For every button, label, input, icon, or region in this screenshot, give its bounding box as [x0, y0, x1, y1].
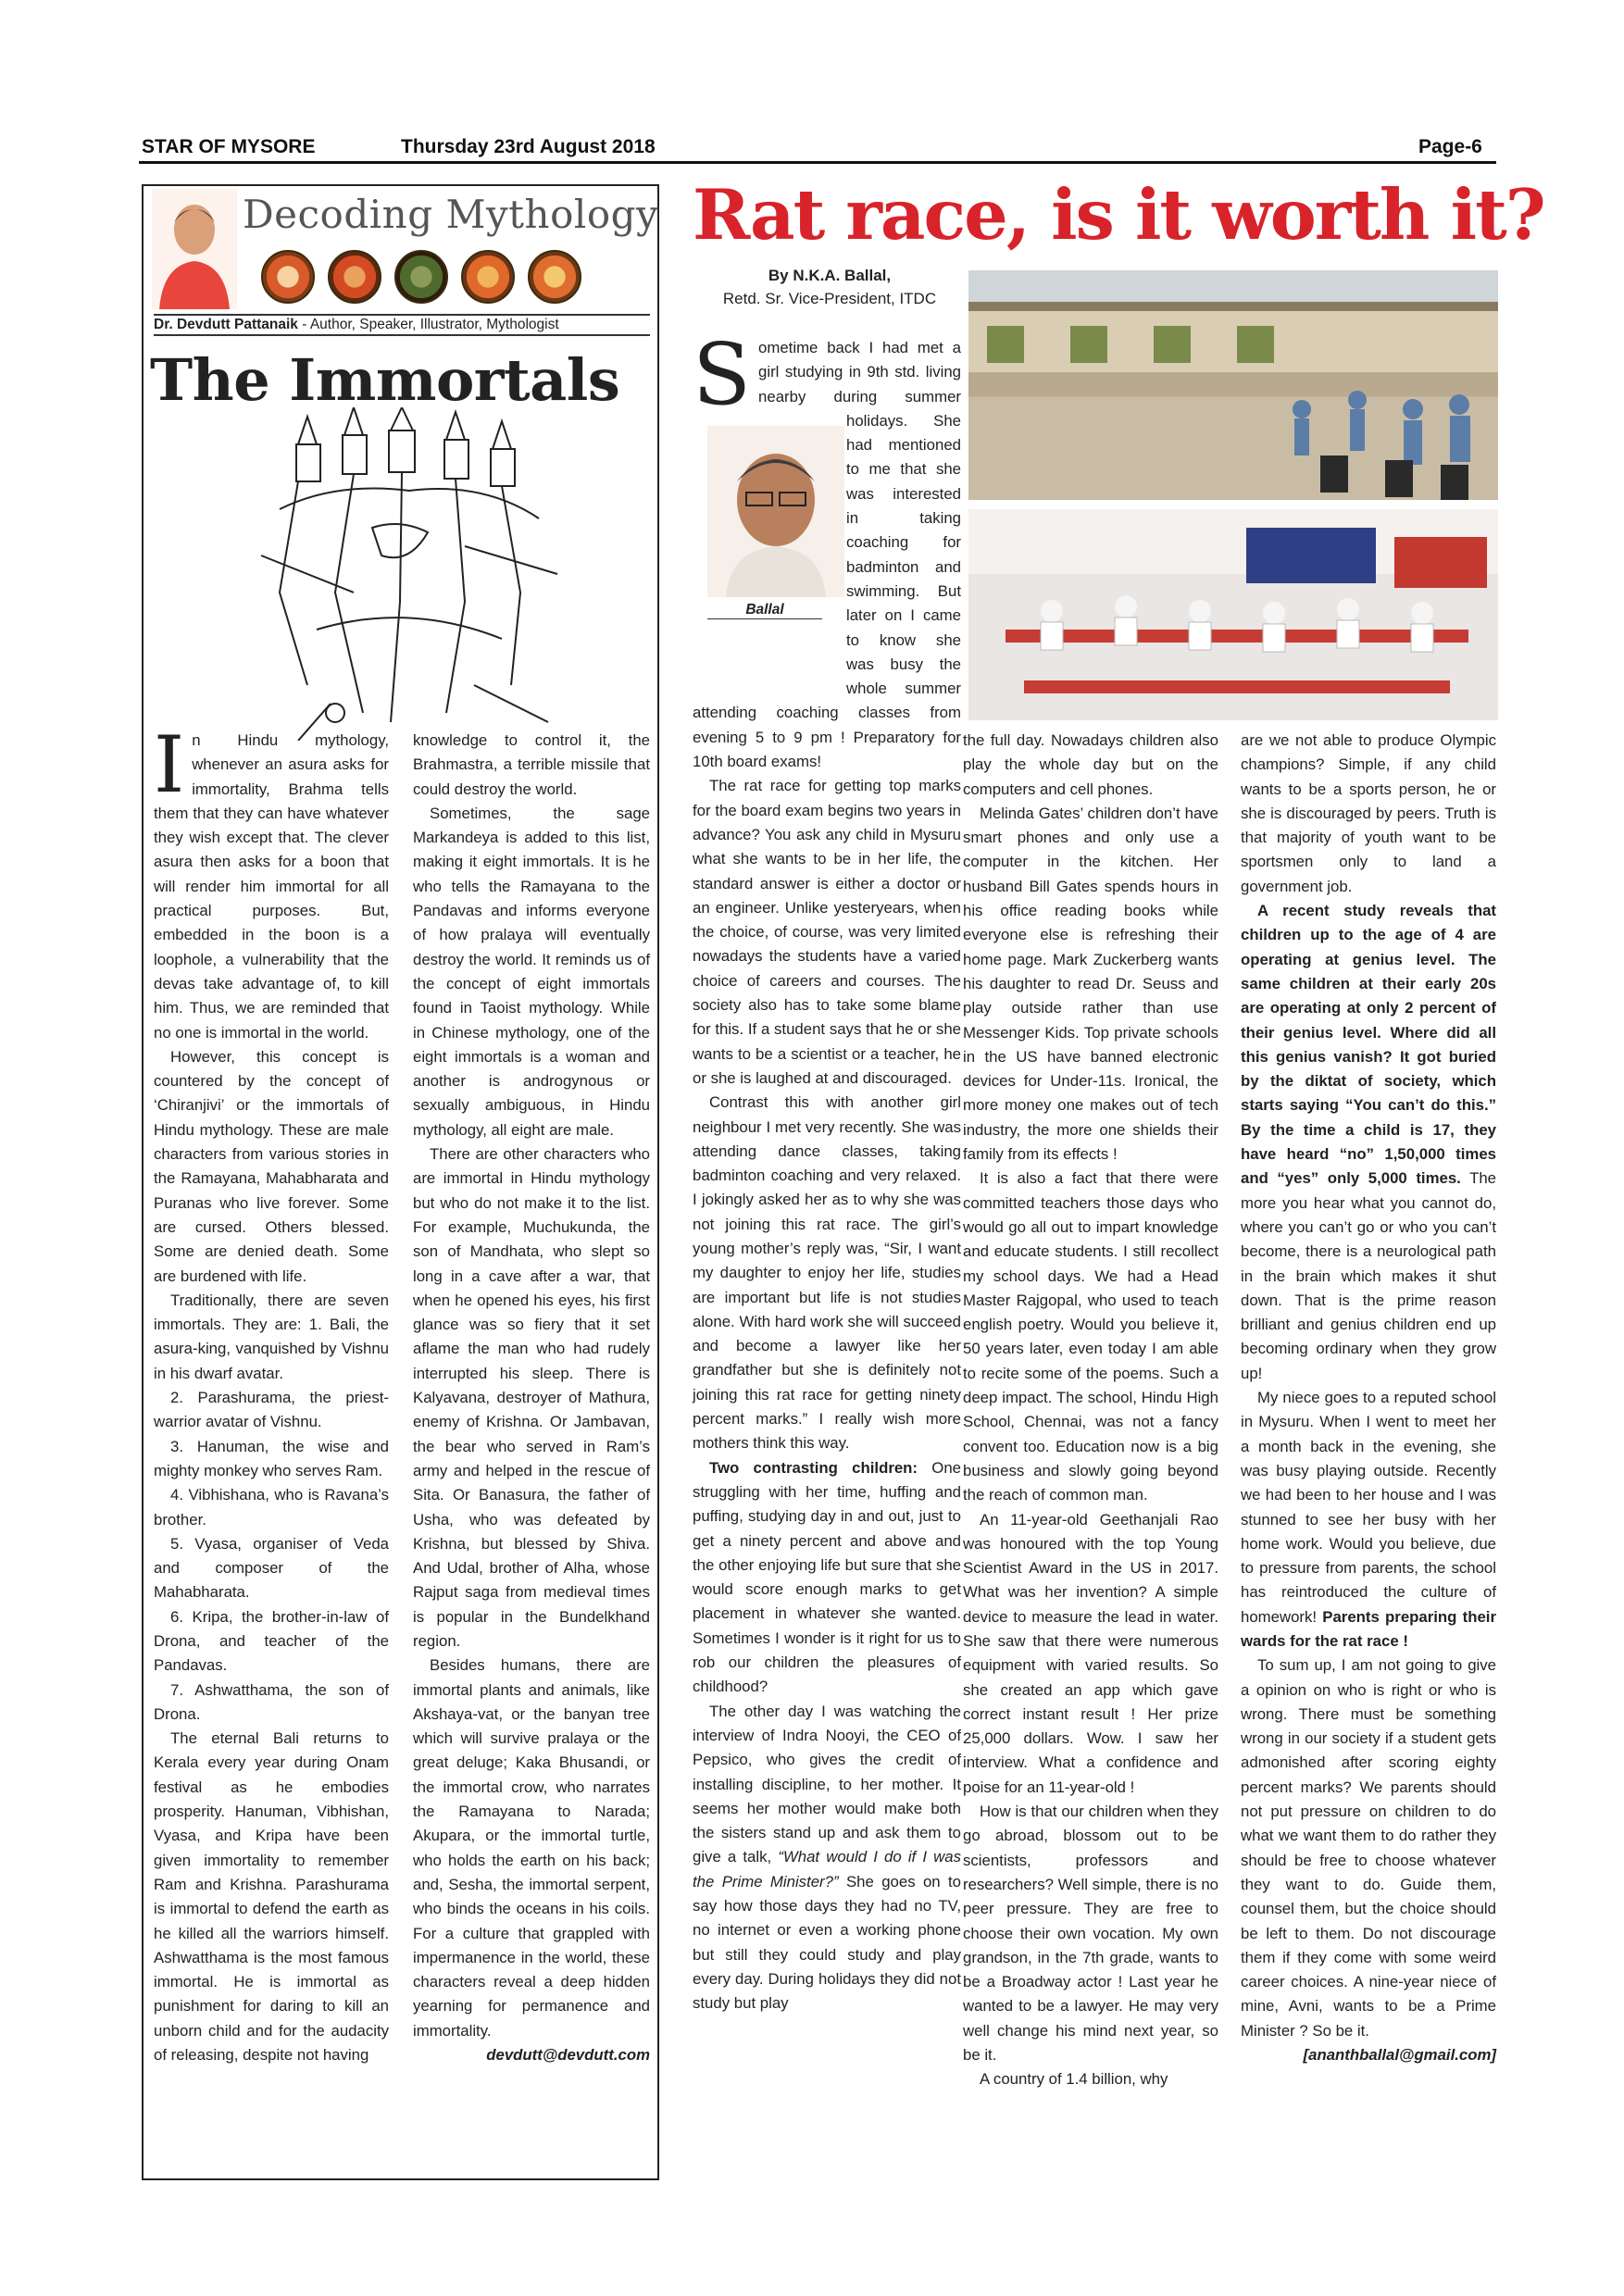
- header-rule: [139, 161, 1496, 164]
- school-ground-photo: [968, 270, 1498, 500]
- quote: “What would I do if I was the Prime Minister?”: [693, 1848, 961, 1890]
- photo-caption: Ballal: [707, 602, 822, 619]
- paragraph: How is that our children when they go abroad, blossom out to be scientists, professors and researchers? Well simple, there is no peer pressure. They are free to choose their own vocation. My own grandson, in the 7th grade, wants to be a Broadway actor ! Last year he wanted to be a lawyer. He may very well change his mind next year, so be it.: [963, 1803, 1218, 2065]
- mask-icon-5: [528, 250, 581, 304]
- paragraph: My niece goes to a reputed school in Mysuru. When I went to meet her a month back in the evening, she was busy playing outside. Recently we had been to her house and I was stunned to see her busy with her home work. Would you believe, due to pressure from parents, the school has reintroduced the culture of homework! Parents preparing their wards for the rat race !: [1241, 1389, 1496, 1650]
- paragraph: There are other characters who are immortal in Hindu mythology but who do not make it to the list. For example, Muchukunda, the son of Mandhata, who slept so long in a cave after a war, that when he opened his eyes, his first glance was so fiery that it set aflame the man who had rudely interrupted his sleep. There is Kalyavana, destroyer of Mathura, enemy of Krishna. Or Jambavan, the bear who served in Ram’s army and helped in the rescue of Sita. Or Banasura, the father of Usha, who was defeated by Krishna, but blessed by Shiva. And Udal, brother of Alha, whose Rajput saga from medieval times is popular in the Bundelkhand region.: [413, 1145, 650, 1650]
- paragraph: Contrast this with another girl neighbour I met very recently. She was attending dance classes, taking badminton coaching and very relaxed. I jokingly asked her as to why she was not joining this rat race. The girl’s young mother’s reply was, “Sir, I want my daughter to enjoy her life, studies are important but life is not studies alone. With hard work she will succeed and become a lawyer like her grandfather but she is definitely not joining this rat race for getting ninety percent marks.” I really wish more mothers think this way.: [693, 1093, 961, 1453]
- column-brand: Decoding Mythology: [243, 192, 659, 237]
- author-byline: [154, 314, 650, 336]
- paragraph: 5. Vyasa, organiser of Veda and composer of the Mahabharata.: [154, 1534, 389, 1602]
- drop-cap: I: [154, 719, 185, 810]
- paragraph: The rat race for getting top marks for the board exam begins two years in advance? You ask any child in Mysuru what she wants to be in her life, the standard answer is either a doctor or an engineer. Unlike yesteryears, when the choice, of course, was very limited nowadays the students have a varied choice of careers and courses. The society also has to take some blame for this. If a student says that he or she wants to be a scientist or a teacher, he or she is laughed at and discouraged.: [693, 777, 961, 1087]
- right-column-2: [963, 729, 1218, 2092]
- paragraph: 4. Vibhishana, who is Ravana’s brother.: [154, 1486, 389, 1529]
- page-number: Page-6: [1418, 136, 1482, 157]
- left-column-2: [413, 729, 650, 2067]
- classroom-photo: [968, 509, 1498, 720]
- left-headline: The Immortals: [150, 346, 620, 414]
- paragraph: However, this concept is countered by the concept of ‘Chiranjivi’ or the immortals of Hindu mythology. These are male characters from various stories in the Ramayana, Mahabharata and Puranas who live forever. Some are cursed. Others blessed. Some are denied death. Some are burdened with life.: [154, 1047, 389, 1285]
- paragraph: It is also a fact that there were committed teachers those days who would go all out to impart knowledge and educate students. I still recollect my school days. We had a Head Master Rajgopal, who used to teach english poetry. Would you believe it, 50 years later, even today I am able to recite some of the poems. Such a deep impact. The school, Hindu High School, Chennai, was not a fancy convent too. Education now is a big business and slowly going beyond the reach of common man.: [963, 1169, 1218, 1504]
- drop-cap: S: [693, 325, 752, 424]
- photo-spacer: [693, 410, 846, 679]
- mask-icon-4: [461, 250, 515, 304]
- paragraph: Melinda Gates’ children don’t have smart phones and only use a computer in the kitchen. Her husband Bill Gates spends hours in his office reading books while everyone else is refreshing their home page. Mark Zuckerberg wants his daughter to read Dr. Seuss and play outside rather than use Messenger Kids. Top private schools in the US have banned electronic devices for Under-11s. Ironical, the more money one makes out of tech industry, the more one shields their family from its effects !: [963, 804, 1218, 1164]
- right-column-3: [1241, 729, 1496, 2067]
- author-email: [ananthballal@gmail.com]: [1303, 2046, 1496, 2065]
- paragraph: Traditionally, there are seven immortals. They are: 1. Bali, the asura-king, vanquished by Vishnu in his dwarf avatar.: [154, 1291, 389, 1382]
- mask-icon-3: [394, 250, 448, 304]
- mask-icon-2: [328, 250, 381, 304]
- highlight-text: A recent study reveals that children up to the age of 4 are operating at genius level. The same children at their early 20s are operating at only 2 percent of their genius level. Where did all this genius vanish? It got buried by the diktat of society, which starts saying “You can’t do this.” By the time a child is 17, they have heard “no” 1,50,000 times and “yes” only 5,000 times.: [1241, 902, 1496, 1188]
- highlight-text: Parents preparing their wards for the rat race !: [1241, 1607, 1496, 1650]
- right-byline: By N.K.A. Ballal, Retd. Sr. Vice-President, ITDC: [722, 267, 937, 307]
- paragraph: Two contrasting children: One struggling with her time, huffing and puffing, studying day in and out, just to get a ninety percent and above and the other enjoying life but sure that she would score enough marks to get placement in whatever she wanted. Sometimes I wonder is it right for us to rob our children the pleasures of childhood?: [693, 1458, 961, 1696]
- paragraph: To sum up, I am not going to give a opinion on who is right or who is wrong. There must be something wrong in our society if a student gets admonished after scoring eighty percent marks? We parents should not put pressure on children to do what we want them to do rather they should be free to choose whatever they want to do. Guide them, counsel them, but the choice should be left to them. Do not discourage them if they come with some weird career choices. A nine-year niece of mine, Avni, wants to be a Prime Minister ? So be it.: [1241, 1656, 1496, 2040]
- paragraph: In Hindu mythology, whenever an asura asks for immortality, Brahma tells them that they can have whatever they wish except that. The clever asura then asks for a boon that will render him immortal for all practical purposes. But, embedded in the boon is a loophole, a vulnerability that the devas take advantage of, to kill him. Thus, we are reminded that no one is immortal in the world.: [154, 719, 389, 1042]
- paragraph: are we not able to produce Olympic champions? Simple, if any child wants to be a sports person, he or she is discouraged by peers. Truth is that majority of youth want to be sportsmen only to land a government job.: [1241, 731, 1496, 895]
- paragraph: the full day. Nowadays children also play the whole day but on the computers and cell phones.: [963, 731, 1218, 798]
- newspaper-name: STAR OF MYSORE: [142, 136, 316, 157]
- left-column-1: [154, 719, 389, 2067]
- author-portrait: [152, 189, 237, 309]
- paragraph: knowledge to control it, the Brahmastra, a terrible missile that could destroy the world.: [413, 731, 650, 798]
- paragraph: Besides humans, there are immortal plants and animals, like Akshaya-vat, or the banyan tree which will survive pralaya or the great deluge; Kaka Bhusandi, or the immortal crow, who narrates the Ramayana to Narada; Akupara, or the immortal turtle, who holds the earth on his back; and, Sesha, the immortal serpent, who binds the oceans in his coils. For a culture that grappled with impermanence in the world, these characters reveal a deep hidden yearning for permanence and immortality.: [413, 1656, 650, 2040]
- subhead: Two contrasting children:: [709, 1458, 918, 1477]
- paragraph: A country of 1.4 billion, why: [980, 2070, 1168, 2089]
- issue-date: Thursday 23rd August 2018: [401, 136, 656, 157]
- immortals-illustration: [243, 407, 576, 741]
- author-role: - Author, Speaker, Illustrator, Mythologist: [297, 317, 559, 332]
- paragraph: The other day I was watching the interview of Indra Nooyi, the CEO of Pepsico, who gives the credit of installing discipline, to her mother. It seems her mother would make both the sisters stand up and ask them to give a talk, “What would I do if I was the Prime Minister?” She goes on to say how those days they had no TV, no internet or even a working phone but still they could study and play every day. During holidays they did not study but play: [693, 1702, 962, 2013]
- author-email: devdutt@devdutt.com: [486, 2046, 650, 2065]
- author-name: Dr. Devdutt Pattanaik: [154, 317, 298, 332]
- right-headline: Rat race, is it worth it?: [693, 174, 1544, 256]
- paragraph: A recent study reveals that children up to the age of 4 are operating at genius level. The same children at their early 20s are operating at only 2 percent of their genius level. Where did all this genius vanish? It got buried by the diktat of society, which starts saying “You can’t do this.” By the time a child is 17, they have heard “no” 1,50,000 times and “yes” only 5,000 times. The more you hear what you cannot do, where you can’t go or who you can’t become, there is a neurological path in the brain which makes it shut down. That is the prime reason brilliant and genius children end up becoming ordinary when they grow up!: [1241, 902, 1496, 1382]
- paragraph: S ometime back I had met a girl studying in 9th std. living nearby during summer holidays. She had mentioned to me that she was interested in taking coaching for badminton and swimming. But later on I came to know she was busy the whole summer attending coaching classes from evening 5 to 9 pm ! Preparatory for 10th board exams!: [693, 325, 961, 771]
- paragraph: Sometimes, the sage Markandeya is added to this list, making it eight immortals. It is he who tells the Ramayana to the Pandavas and informs everyone of how pralaya will eventually destroy the world. It reminds us of the concept of eight immortals found in Taoist mythology. While in Chinese mythology, one of the eight immortals is a woman and another is androgynous or sexually ambiguous, in Hindu mythology, all eight are male.: [413, 804, 650, 1139]
- paragraph: An 11-year-old Geethanjali Rao was honoured with the top Young Scientist Award in the US in 2017. What was her invention? A simple device to measure the lead in water. She saw that there were numerous equipment with varied results. So she created an app which gave correct instant result ! Her prize 25,000 dollars. Wow. I saw her interview. What a confidence and poise for an 11-year-old !: [963, 1510, 1218, 1796]
- paragraph: 2. Parashurama, the priest-warrior avatar of Vishnu.: [154, 1389, 389, 1431]
- paragraph: 3. Hanuman, the wise and mighty monkey who serves Ram.: [154, 1437, 389, 1479]
- paragraph: 7. Ashwatthama, the son of Drona.: [154, 1680, 389, 1723]
- right-column-1: [693, 325, 962, 2015]
- mask-icon-1: [261, 250, 315, 304]
- paragraph: 6. Kripa, the brother-in-law of Drona, and teacher of the Pandavas.: [154, 1607, 389, 1675]
- paragraph: The eternal Bali returns to Kerala every year during Onam festival as he embodies prosperity. Hanuman, Vibhishan, Vyasa, and Kripa have been given immortality to remember Ram and Krishna. Parashurama is immortal to defend the earth as he killed all the warriors himself. Ashwatthama is the most famous immortal. He is immortal as punishment for daring to kill an unborn child and for the audacity of releasing, despite not having: [154, 1729, 389, 2065]
